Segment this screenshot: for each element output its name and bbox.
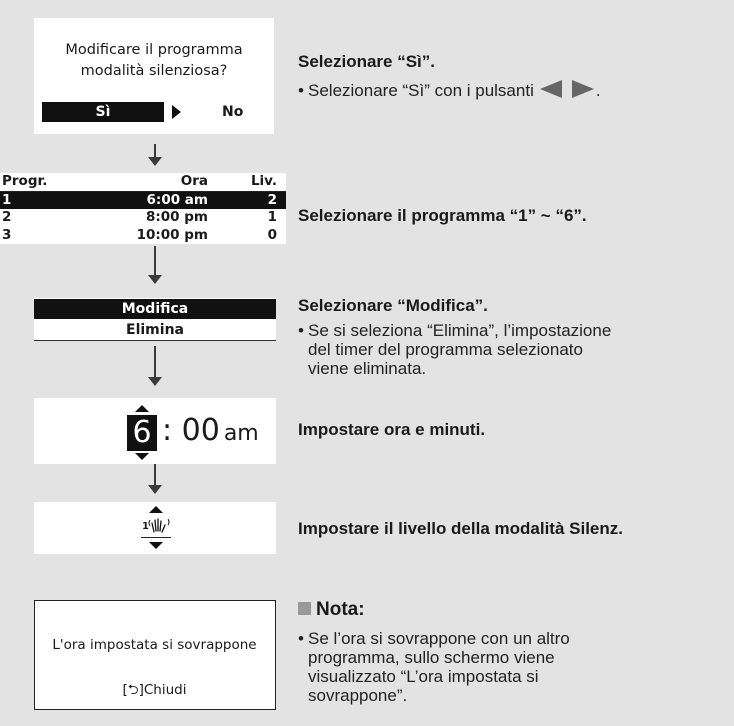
close-button[interactable]: [⮌]Chiudi xyxy=(122,682,187,698)
step5-heading: Impostare il livello della modalità Silenz. xyxy=(298,519,623,538)
level-setting-screen xyxy=(34,502,276,554)
header-progr: Progr. xyxy=(2,173,48,189)
menu-item-modifica[interactable]: Modifica xyxy=(34,299,276,319)
left-button-icon xyxy=(540,80,562,98)
step1-heading: Selezionare “Sì”. xyxy=(298,52,435,71)
table-row[interactable] xyxy=(0,192,286,210)
level-underline xyxy=(141,537,171,538)
row-time: 10:00 pm xyxy=(136,226,208,243)
menu-item-elimina[interactable]: Elimina xyxy=(34,320,276,341)
confirm-question-line2: modalità silenziosa? xyxy=(80,63,228,79)
row-level: 1 xyxy=(267,209,277,225)
minutes-value: : 00 xyxy=(162,413,220,448)
hour-field[interactable]: 6 xyxy=(127,415,157,451)
ampm-label: am xyxy=(223,421,259,446)
step2-heading: Selezionare il programma “1” ~ “6”. xyxy=(298,206,587,225)
table-row[interactable] xyxy=(0,209,286,227)
row-level: 2 xyxy=(267,191,277,208)
row-level: 0 xyxy=(267,226,277,243)
overlap-message: L'ora impostata si sovrappone xyxy=(52,637,257,653)
right-button-icon xyxy=(572,80,594,98)
option-yes[interactable]: Sì xyxy=(42,102,164,122)
modify-menu xyxy=(34,298,276,340)
confirm-question xyxy=(34,40,274,82)
step1-bullet: • Selezionare “Sì” con i pulsanti . xyxy=(298,81,601,100)
down-arrow-icon xyxy=(147,464,163,496)
table-header xyxy=(0,173,286,192)
increase-icon[interactable] xyxy=(149,506,163,513)
row-time: 6:00 am xyxy=(146,191,208,208)
overlap-message-screen xyxy=(34,600,276,710)
confirm-question-line1: Modificare il programma xyxy=(65,42,243,58)
step3-heading: Selezionare “Modifica”. xyxy=(298,296,488,315)
step1-bullet-text: Selezionare “Sì” con i pulsanti xyxy=(308,81,534,100)
note-title-text: Nota: xyxy=(316,599,365,620)
note-line4: sovrappone”. xyxy=(308,686,408,705)
program-table xyxy=(0,173,286,244)
down-arrow-icon xyxy=(147,144,163,166)
increase-icon[interactable] xyxy=(135,405,149,412)
confirm-screen xyxy=(34,18,274,134)
down-arrow-icon xyxy=(147,346,163,388)
note-square-icon xyxy=(298,602,311,615)
row-program: 2 xyxy=(2,209,12,225)
time-minutes xyxy=(162,411,259,454)
down-arrow-icon xyxy=(147,246,163,286)
level-digit: 1 xyxy=(142,521,149,532)
step1-bullet-end: . xyxy=(595,81,601,100)
time-setting-screen xyxy=(34,398,276,464)
header-ora: Ora xyxy=(180,173,208,189)
step4-heading: Impostare ora e minuti. xyxy=(298,420,486,439)
note-line3: visualizzato “L’ora impostata si xyxy=(308,667,539,686)
note-line2: programma, sullo schermo viene xyxy=(308,648,555,667)
decrease-icon[interactable] xyxy=(135,453,149,460)
step3-bullet-line3: viene eliminata. xyxy=(308,359,427,378)
row-program: 3 xyxy=(2,226,12,243)
header-liv: Liv. xyxy=(250,173,277,189)
step3-bullet-line1: Se si seleziona “Elimina”, l’impostazione xyxy=(308,321,612,340)
note-bullet: • Se l’ora si sovrappone con un altro xyxy=(298,629,570,648)
note-title xyxy=(298,599,365,621)
decrease-icon[interactable] xyxy=(149,542,163,549)
note-line1: Se l’ora si sovrappone con un altro xyxy=(308,629,570,648)
cursor-right-icon xyxy=(172,105,181,119)
row-program: 1 xyxy=(2,191,12,208)
step3-bullet-line2: del timer del programma selezionato xyxy=(308,340,583,359)
step3-bullet: • Se si seleziona “Elimina”, l’impostazione xyxy=(298,321,612,340)
row-time: 8:00 pm xyxy=(145,209,208,225)
option-no[interactable]: No xyxy=(222,104,244,120)
table-row[interactable] xyxy=(0,227,286,245)
quiet-mode-icon xyxy=(148,514,170,536)
